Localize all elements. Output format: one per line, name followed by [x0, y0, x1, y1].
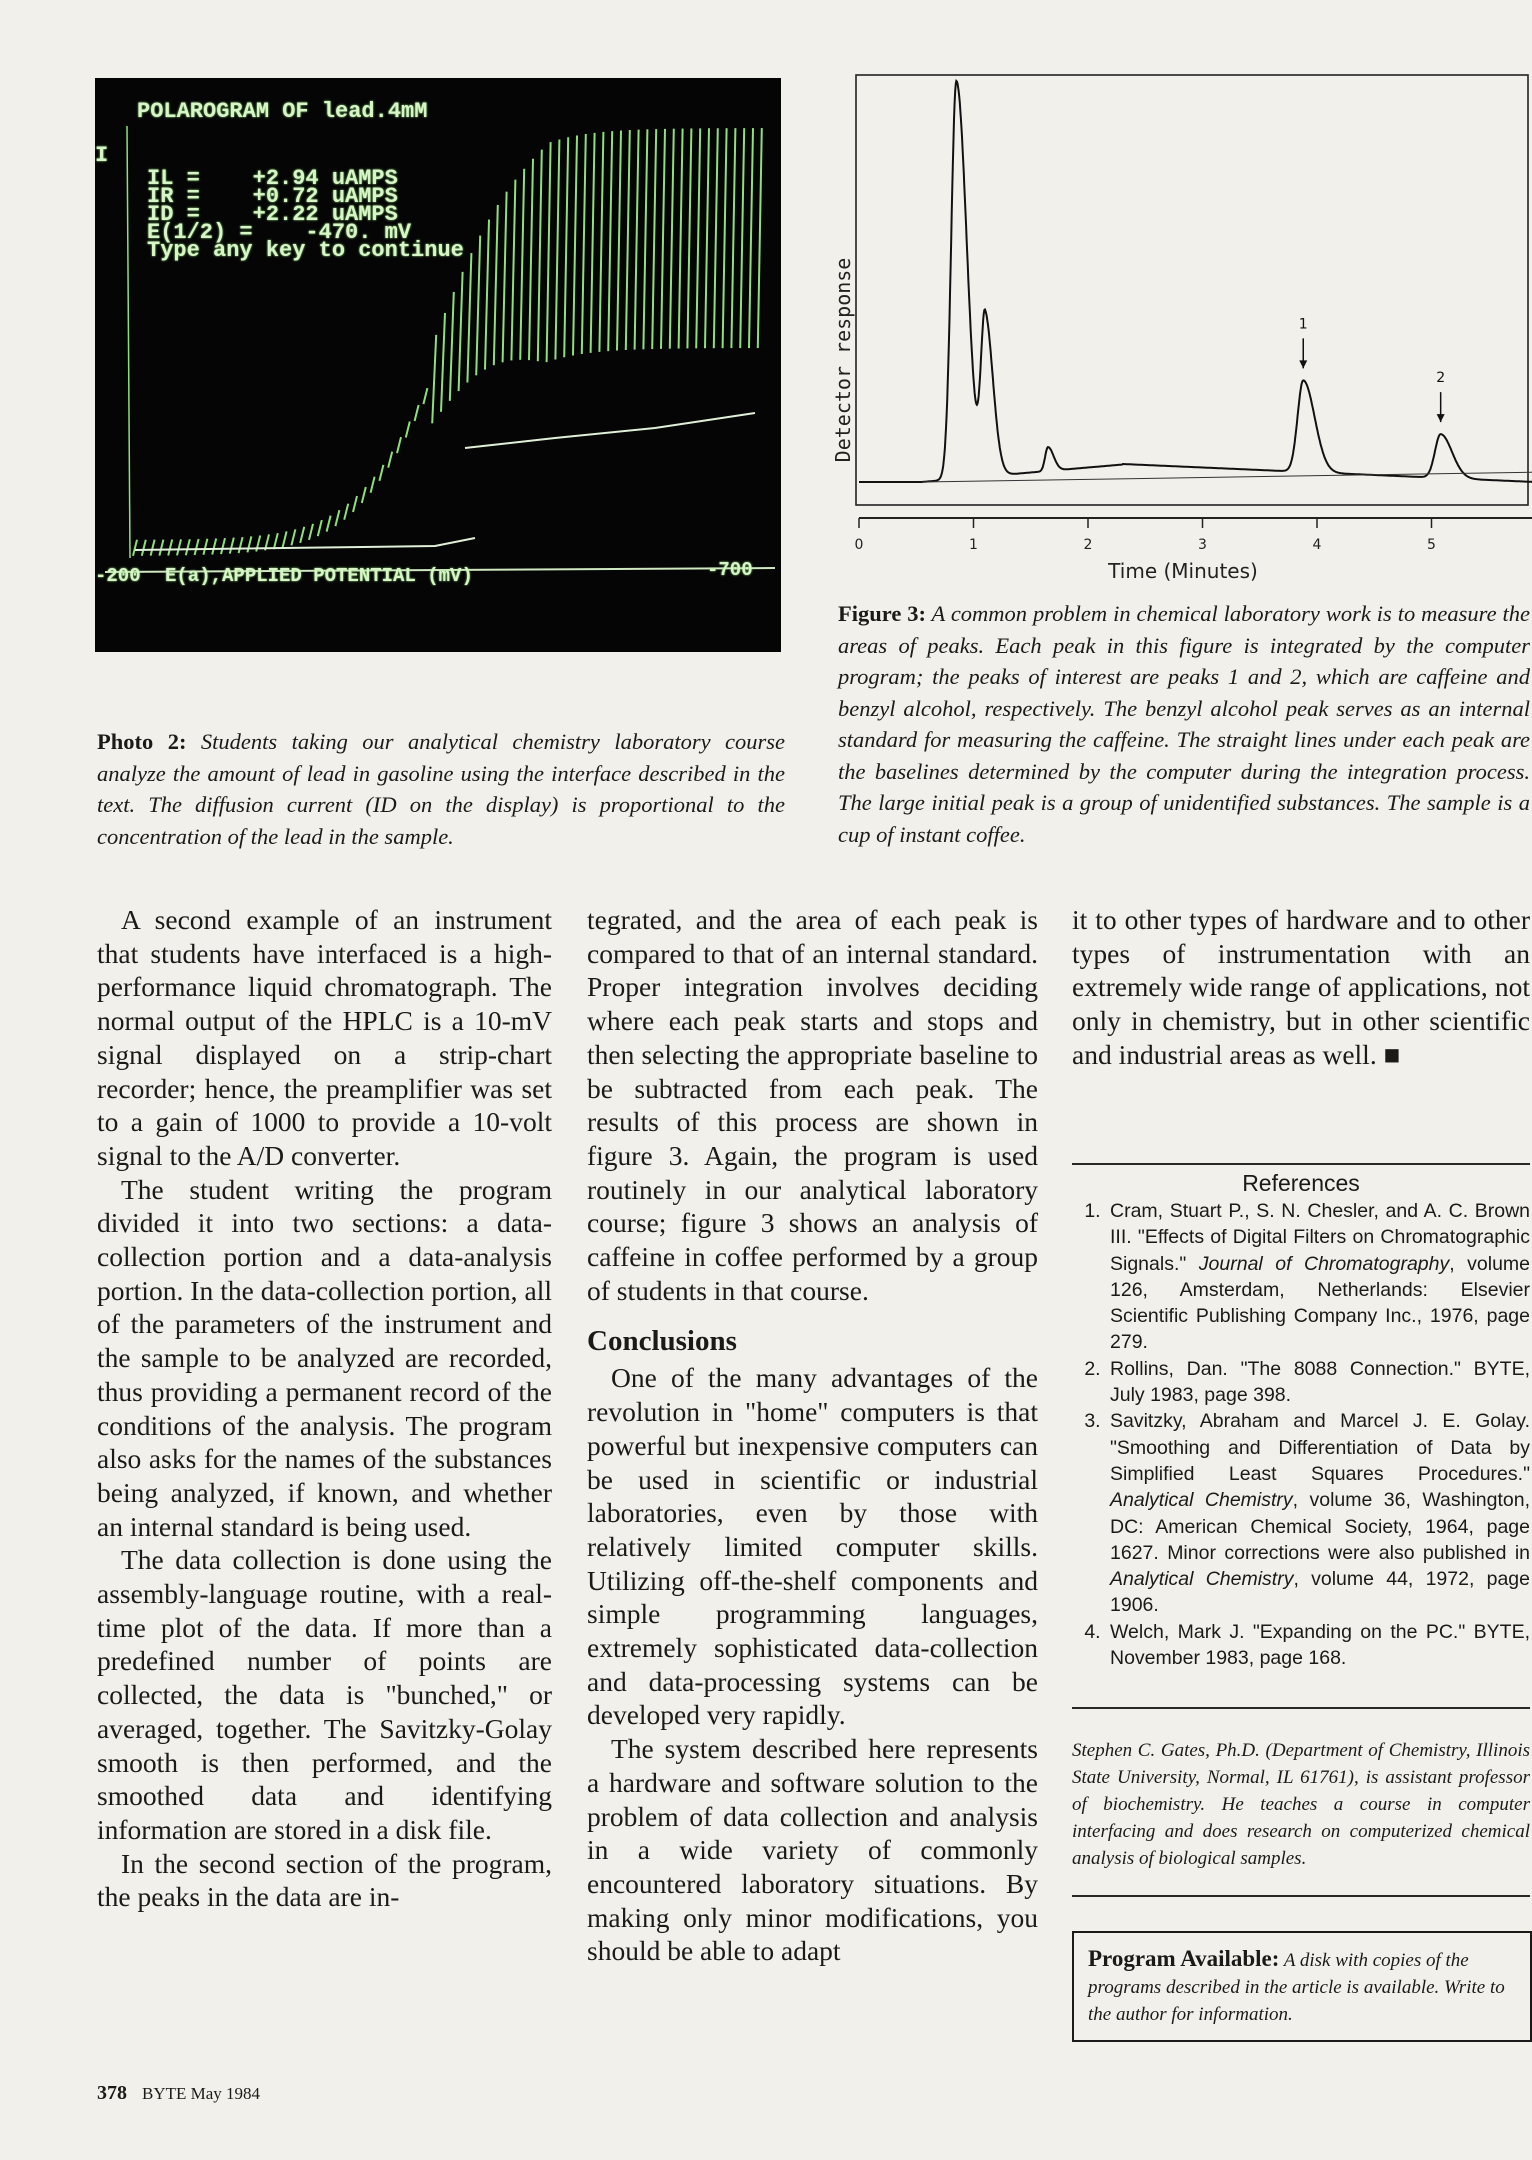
polarogram-fit-line [135, 413, 755, 550]
reference-item: 2. Rollins, Dan. "The 8088 Connection." BYTE, July 1983, page 398. [1106, 1356, 1530, 1409]
reference-item: 3. Savitzky, Abraham and Marcel J. E. Golay. "Smoothing and Differentiation of Data by Simplified Least Squares Procedures." Analytical Chemistry, volume 36, Washington, DC: American Chemical Society, 1964, page 1627. Minor corrections were also published in Analytical Chemistry, volume 44, 1972, page 1906. [1106, 1408, 1530, 1618]
author-bio: Stephen C. Gates, Ph.D. (Department of Chemistry, Illinois State University, Normal, IL 61761), is assistant professor of biochemistry. He teaches a course in computer interfacing and does research on computerized chemical analysis of biological samples. [1072, 1740, 1530, 1869]
x-tick-label: 0 [854, 537, 864, 553]
polarogram-photo [95, 78, 781, 652]
x-tick-label: 5 [1427, 537, 1436, 553]
paragraph: One of the many advantages of the revolution in "home" computers is that powerful but inexpensive computers can be used in scientific or industrial laboratories, even by those with relatively limited computer skills. Utilizing off-the-shelf components and simple programming languages, extremely sophisticated data-collection and data-processing systems can be developed very rapidly. [587, 1362, 1038, 1731]
screen-readout: IL = +2.94 uAMPS [147, 166, 398, 191]
page-number: 378 [97, 2082, 127, 2104]
x-tick-label: 2 [1083, 537, 1093, 553]
y-axis-label: Detector response [831, 257, 855, 463]
screen-prompt: Type any key to continue [147, 238, 464, 263]
divider [1072, 1163, 1530, 1165]
plot-frame [856, 75, 1528, 505]
screen-readout: ID = +2.22 uAMPS [147, 202, 398, 227]
x-tick-label: 1 [969, 537, 978, 553]
end-mark-icon: ■ [1383, 1038, 1401, 1070]
screen-readout: E(1/2) = -470. mV [147, 220, 412, 245]
paragraph: In the second section of the program, the peaks in the data are in- [97, 1847, 552, 1913]
photo-caption-label: Photo 2: [97, 729, 187, 754]
body-column-1 [97, 903, 552, 1914]
body-column-3 [1072, 903, 1530, 1072]
section-heading-conclusions: Conclusions [587, 1325, 737, 1358]
references [1072, 1168, 1530, 1671]
paragraph: The student writing the program divided it into two sections: a data-collection portion and a data-analysis portion. In the data-collection portion, all of the parameters of the instrument and the sample to be analyzed are recorded, thus providing a permanent record of the conditions of the analysis. The program also asks for the names of the substances being analyzed, if known, and whether an internal standard is being used. [97, 1173, 552, 1542]
photo-caption [97, 726, 785, 852]
paragraph: The data collection is done using the assembly-language routine, with a real-time plot of the data. If more than a predefined number of points are collected, the data is "bunched," or averaged, together. The Savitzky-Golay smooth is then performed, and the smoothed data and identifying information are stored in a disk file. [97, 1544, 552, 1845]
peak-label: 2 [1436, 370, 1446, 387]
page-footer [97, 2082, 260, 2105]
paragraph: The system described here represents a hardware and software solution to the problem of data collection and analysis in a wide variety of commonly encountered laboratory situations. By making only minor modifications, you should be able to adapt [587, 1733, 1038, 1967]
references-heading: References [1242, 1170, 1360, 1196]
reference-item: 4. Welch, Mark J. "Expanding on the PC." BYTE, November 1983, page 168. [1106, 1619, 1530, 1672]
paragraph: tegrated, and the area of each peak is compared to that of an internal standard. Proper integration involves deciding where each peak starts and stops and then selecting the appropriate baseline to be subtracted from each peak. The results of this process are shown in figure 3. Again, the program is used routinely in our analytical laboratory course; figure 3 shows an analysis of caffeine in coffee performed by a group of students in that course. [587, 904, 1038, 1306]
figure-caption-label: Figure 3: [838, 601, 927, 626]
reference-item: 1. Cram, Stuart P., S. N. Chesler, and A. C. Brown III. "Effects of Digital Filters on Chromatographic Signals." Journal of Chromatography, volume 126, Amsterdam, Netherlands: Elsevier Scientific Publishing Company Inc., 1976, page 279. [1106, 1198, 1530, 1356]
program-available-box [1072, 1931, 1532, 2042]
screen-y-label: I [95, 143, 109, 168]
divider [1072, 1895, 1530, 1897]
divider [1072, 1707, 1530, 1709]
x-tick-label: 4 [1312, 537, 1322, 553]
photo-caption-text: Students taking our analytical chemistry laboratory course analyze the amount of lead in gasoline using the interface described in the text. The diffusion current (ID on the display) is proportional to the concentration of the lead in the sample. [97, 729, 786, 849]
screen-x-axis-left: -200 [95, 565, 141, 587]
figure-caption-text: A common problem in chemical laboratory work is to measure the areas of peaks. Each peak in this figure is integrated by the computer program; the peaks of interest are peaks 1 and 2, which are caffeine and benzyl alcohol, respectively. The benzyl alcohol peak serves as an internal standard for measuring the caffeine. The straight lines under each peak are the baselines determined by the computer during the integration process. The large initial peak is a group of unidentified substances. The sample is a cup of instant coffee. [838, 601, 1530, 847]
paragraph: A second example of an instrument that students have interfaced is a high-performance liquid chromatograph. The normal output of the HPLC is a 10-mV signal displayed on a strip-chart recorder; hence, the preamplifier was set to a gain of 1000 to provide a 10-volt signal to the A/D converter. [97, 904, 552, 1171]
screen-y-axis [127, 126, 130, 558]
series-line [859, 81, 1532, 483]
arrow-head-icon [1437, 414, 1445, 422]
screen-x-axis-label: E(a),APPLIED POTENTIAL (mV) [165, 565, 473, 587]
paragraph: it to other types of hardware and to other types of instrumentation with an extremely wide range of applications, not only in chemistry, but in other scientific and industrial areas as well. [1072, 904, 1530, 1070]
x-axis-label: Time (Minutes) [1108, 559, 1258, 583]
body-column-2 [587, 903, 1038, 1968]
x-tick-label: 3 [1198, 537, 1207, 553]
screen-x-axis-right: -700 [707, 559, 753, 581]
screen-title: POLAROGRAM OF lead.4mM [137, 99, 428, 124]
arrow-head-icon [1299, 360, 1307, 368]
figure-caption [838, 598, 1530, 850]
publication-issue: BYTE May 1984 [142, 2084, 261, 2103]
peak-label: 1 [1298, 316, 1308, 333]
chromatogram-chart [831, 60, 1530, 590]
program-available-text: A disk with copies of the programs described in the article is available. Write to the author for information. [1088, 1950, 1505, 2025]
screen-readout: IR = +0.72 uAMPS [147, 184, 398, 209]
program-available-label: Program Available: [1088, 1946, 1280, 1971]
